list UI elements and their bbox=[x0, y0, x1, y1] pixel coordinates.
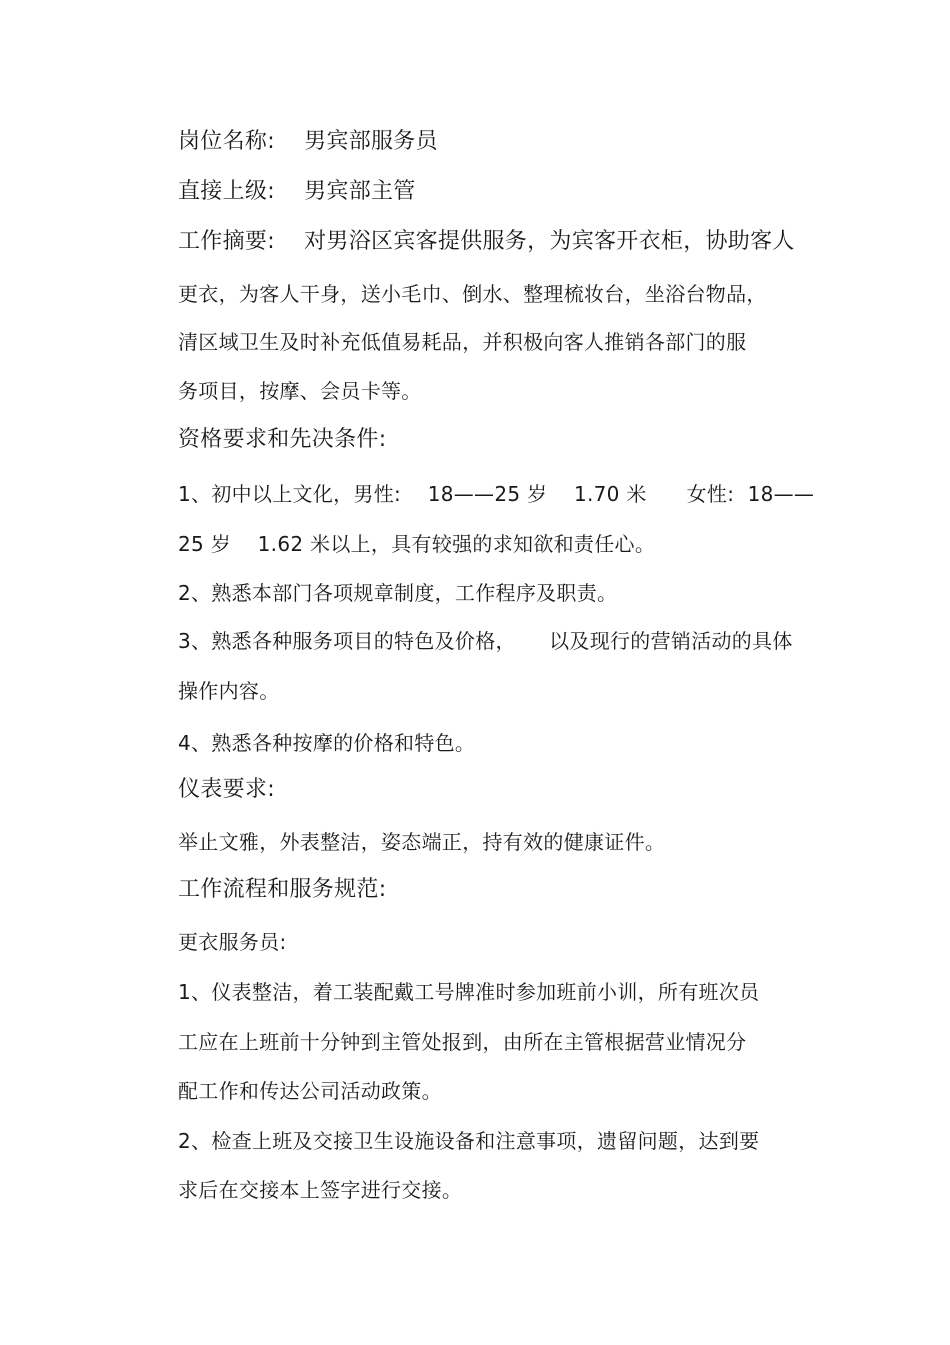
summary-line-1: 对男浴区宾客提供服务，为宾客开衣柜，协助客人 bbox=[304, 229, 795, 254]
workflow-subheading: 更衣服务员: bbox=[178, 930, 287, 954]
summary-line-2: 更衣，为客人干身，送小毛巾、倒水、整理梳妆台，坐浴台物品， bbox=[178, 282, 767, 306]
summary-label: 工作摘要: bbox=[178, 229, 275, 254]
summary-line-3: 清区域卫生及时补充低值易耗品，并积极向客人推销各部门的服 bbox=[178, 330, 747, 354]
qualifications-line-4: 3、熟悉各种服务项目的特色及价格， 以及现行的营销活动的具体 bbox=[178, 629, 793, 653]
workflow-line-3: 配工作和传达公司活动政策。 bbox=[178, 1079, 442, 1103]
qualifications-line-3: 2、熟悉本部门各项规章制度，工作程序及职责。 bbox=[178, 581, 618, 605]
qualifications-line-1: 1、初中以上文化，男性: 18——25 岁 1.70 米 女性: 18—— bbox=[178, 482, 815, 506]
position-title-value: 男宾部服务员 bbox=[304, 129, 438, 154]
appearance-line-1: 举止文雅，外表整洁，姿态端正，持有效的健康证件。 bbox=[178, 830, 666, 854]
summary-row bbox=[178, 228, 795, 256]
qualifications-line-2: 25 岁 1.62 米以上，具有较强的求知欲和责任心。 bbox=[178, 532, 656, 556]
qualifications-line-5: 操作内容。 bbox=[178, 679, 280, 703]
qualifications-line-6: 4、熟悉各种按摩的价格和特色。 bbox=[178, 731, 476, 755]
supervisor-label: 直接上级: bbox=[178, 179, 275, 204]
summary-line-4: 务项目，按摩、会员卡等。 bbox=[178, 379, 422, 403]
qualifications-heading: 资格要求和先决条件: bbox=[178, 427, 387, 452]
position-title-label: 岗位名称: bbox=[178, 129, 275, 154]
supervisor-row bbox=[178, 178, 416, 206]
position-title-row bbox=[178, 128, 438, 156]
workflow-line-4: 2、检查上班及交接卫生设施设备和注意事项，遗留问题，达到要 bbox=[178, 1129, 760, 1153]
workflow-heading: 工作流程和服务规范: bbox=[178, 877, 387, 902]
supervisor-value: 男宾部主管 bbox=[304, 179, 416, 204]
workflow-line-2: 工应在上班前十分钟到主管处报到，由所在主管根据营业情况分 bbox=[178, 1030, 747, 1054]
workflow-line-1: 1、仪表整洁，着工装配戴工号牌准时参加班前小训，所有班次员 bbox=[178, 980, 760, 1004]
appearance-heading: 仪表要求: bbox=[178, 777, 275, 802]
workflow-line-5: 求后在交接本上签字进行交接。 bbox=[178, 1178, 463, 1202]
